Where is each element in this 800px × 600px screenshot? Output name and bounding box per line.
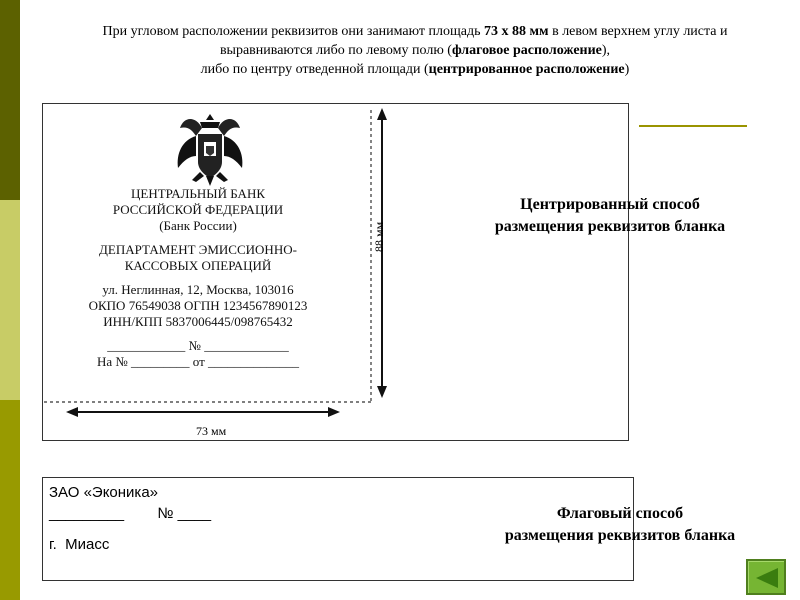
address-line-2: ОКПО 76549038 ОГПН 1234567890123 xyxy=(88,298,308,313)
bank-name-line-2: РОССИЙСКОЙ ФЕДЕРАЦИИ xyxy=(112,202,284,217)
side-bar-bottom xyxy=(0,400,20,600)
flag-method-caption: Флаговый способ размещения реквизитов бланка xyxy=(504,505,736,544)
back-button[interactable] xyxy=(746,559,786,595)
department-line-2: КАССОВЫХ ОПЕРАЦИЙ xyxy=(124,258,272,273)
width-label: 73 мм xyxy=(196,424,227,438)
address-line-3: ИНН/КПП 5837006445/098765432 xyxy=(103,314,293,329)
form-requisites xyxy=(42,186,354,370)
intro-text: При угловом расположении реквизитов они занимают площадь 73 х 88 мм в левом верхнем углу листа и выравниваются либо по левому полю (флаговое расположение), либо по центру отведенной площади (центрированное расположение) xyxy=(102,24,728,77)
height-label: 88 мм xyxy=(372,221,386,252)
number-line: _________ № ____ xyxy=(49,505,212,522)
reference-line: На № _________ от ______________ xyxy=(96,354,300,369)
triangle-left-icon xyxy=(754,567,780,589)
company-name: ЗАО «Эконика» xyxy=(49,484,159,501)
side-bar-top xyxy=(0,0,20,200)
side-bar-middle xyxy=(0,200,20,400)
centered-method-caption: Центрированный способ размещения реквизитов бланка xyxy=(494,196,726,235)
accent-line xyxy=(639,125,747,127)
address-line-1: ул. Неглинная, 12, Москва, 103016 xyxy=(102,282,294,297)
department-line-1: ДЕПАРТАМЕНТ ЭМИССИОННО- xyxy=(99,242,297,257)
number-line: ____________ № _____________ xyxy=(107,338,289,353)
bank-name-line-3: (Банк России) xyxy=(159,218,237,233)
bank-name-line-1: ЦЕНТРАЛЬНЫЙ БАНК xyxy=(131,186,265,201)
city-line: г. Миасс xyxy=(49,536,110,553)
